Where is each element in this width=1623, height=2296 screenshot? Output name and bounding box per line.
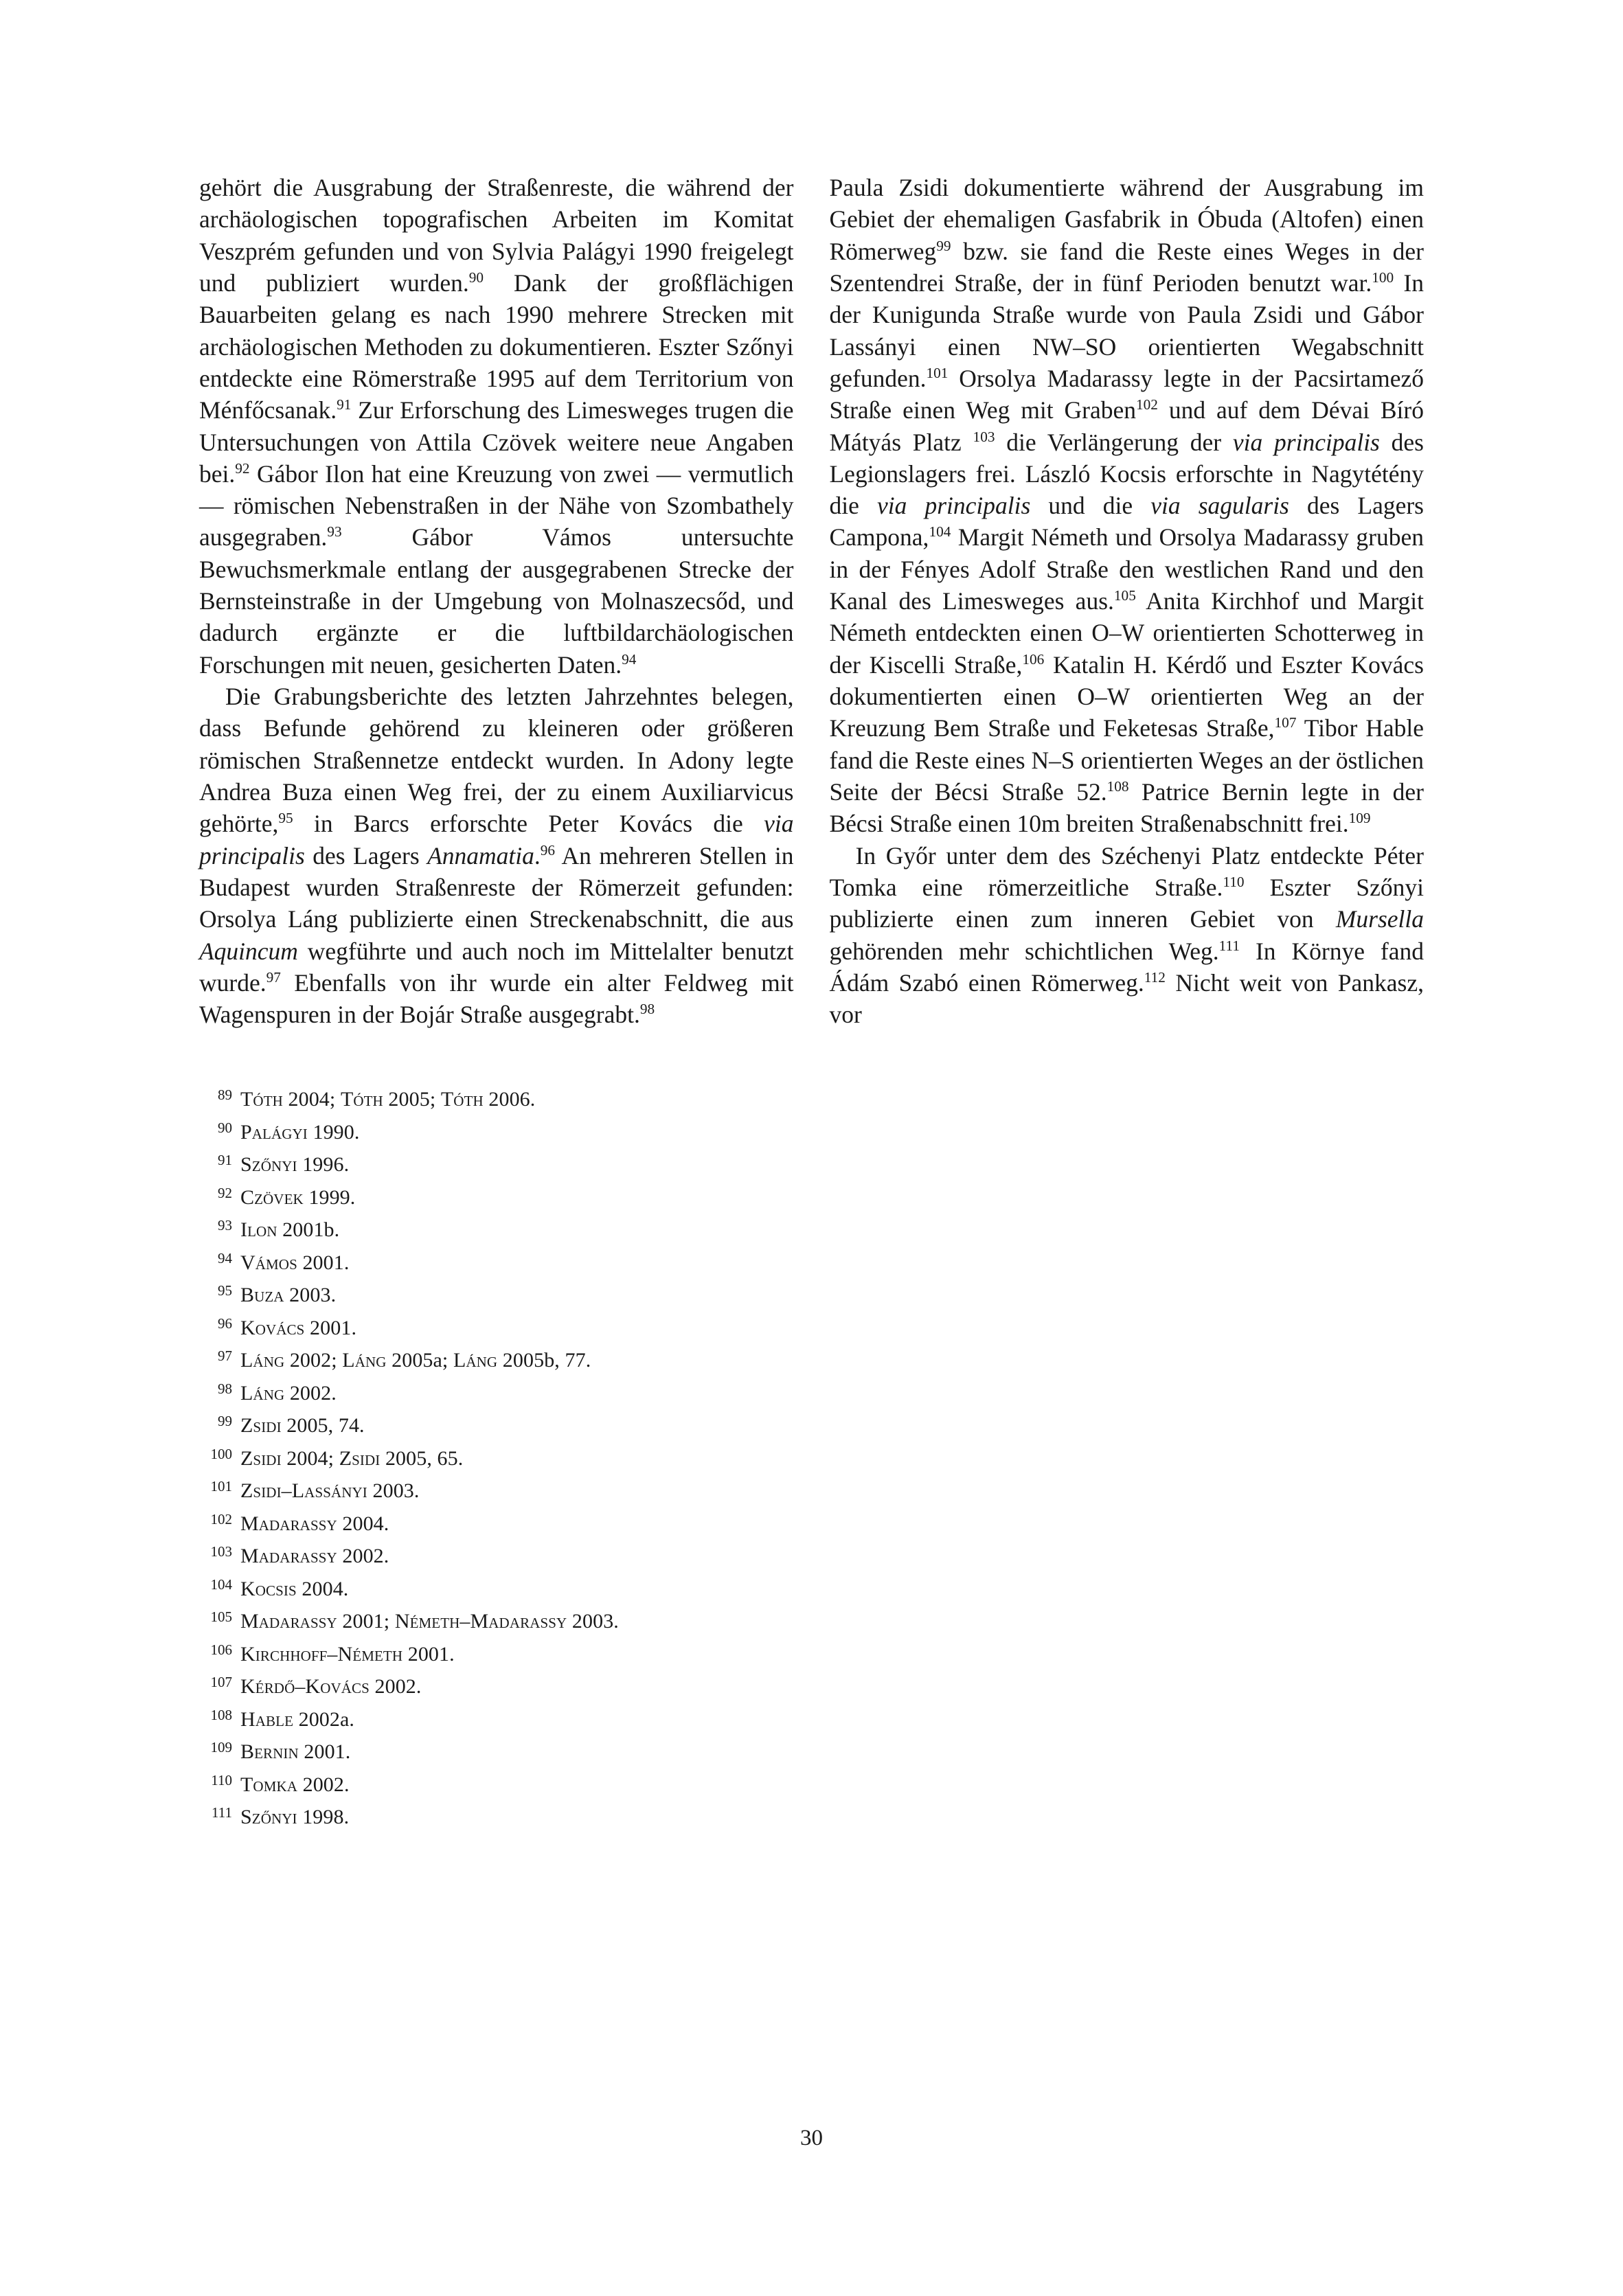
footnote-author: Láng [240, 1381, 285, 1405]
footnote-reference: 2005, 65. [380, 1446, 464, 1470]
footnote-item [199, 1804, 1424, 1829]
footnote-text [240, 1187, 1424, 1208]
footnote-reference: 2001; [337, 1610, 395, 1633]
footnote-marker: 103 [973, 428, 995, 445]
footnote-number: 96 [218, 1315, 232, 1332]
footnote-item [199, 1315, 1424, 1339]
footnote-marker: 105 [1113, 587, 1136, 604]
footnote-author: Zsidi [339, 1446, 381, 1470]
footnote-text [240, 1514, 1424, 1534]
footnote-reference: 2002. [297, 1773, 350, 1796]
footnote-marker: 94 [622, 650, 637, 668]
footnote-number: 97 [218, 1348, 232, 1365]
footnote-reference: 2005b, 77. [497, 1349, 591, 1372]
footnote-marker: 101 [926, 365, 949, 382]
footnote-text [240, 1546, 1424, 1567]
footnote-reference: 2005; [383, 1088, 441, 1111]
text-run: An mehreren Stellen in Budapest wurden Straßenreste der Römerzeit gefunden: Orsolya Láng publizierte einen Streckenabschnitt, die aus [199, 841, 794, 933]
footnote-reference: 2004; [282, 1088, 341, 1111]
footnote-number: 102 [210, 1510, 232, 1527]
footnote-text [240, 1089, 1424, 1110]
footnote-author: Vámos [240, 1251, 297, 1274]
footnote-marker: 93 [327, 523, 342, 541]
text-run: die Verlängerung der [995, 428, 1233, 456]
footnote-item [199, 1152, 1424, 1177]
footnote-text [240, 1807, 1424, 1828]
footnote-item [199, 1611, 1424, 1632]
footnote-text [240, 1611, 1424, 1632]
footnote-number: 105 [210, 1609, 232, 1626]
footnote-item [199, 1217, 1424, 1242]
footnote-number: 93 [218, 1217, 232, 1234]
footnote-reference: 1999. [303, 1185, 356, 1209]
text-run: des Lagers Campona, [829, 492, 1425, 552]
footnote-marker: 109 [1348, 810, 1371, 827]
footnote-author: Ilon [240, 1218, 277, 1242]
footnote-author: Zsidi [240, 1414, 282, 1437]
footnote-item [199, 1576, 1424, 1600]
text-run: Orsolya Madarassy legte in der Pacsirtamező Straße einen Weg mit Graben [829, 364, 1424, 424]
italic-term: Aquincum [199, 937, 298, 965]
italic-term: via principalis [199, 810, 794, 869]
footnote-number: 90 [218, 1119, 232, 1136]
footnote-marker: 98 [639, 1001, 655, 1018]
italic-term: Annamatia [427, 841, 534, 869]
footnote-marker: 106 [1022, 650, 1045, 668]
footnote-author: Madarassy [240, 1512, 337, 1535]
footnote-text [240, 1220, 1424, 1240]
footnote-item [199, 1350, 1424, 1371]
footnote-number: 103 [210, 1543, 232, 1560]
text-run: In Környe fand Ádám Szabó einen Römerweg. [829, 937, 1424, 997]
footnote-author: Szőnyi [240, 1806, 297, 1829]
footnote-reference: 1998. [297, 1806, 350, 1829]
page-number: 30 [800, 2126, 823, 2150]
text-run: Dank der großflächigen Bauarbeiten gelang es nach 1990 mehrere Strecken mit archäologischen Methoden zu dokumentieren. Eszter Szőnyi entdeckte eine Römerstraße 1995 auf dem Territorium von Ménfőcsanak. [199, 269, 794, 424]
text-run: Paula Zsidi dokumentierte während der Ausgrabung im Gebiet der ehemaligen Gasfabrik in Óbuda (Altofen) einen Römerweg [829, 174, 1424, 265]
paragraph [199, 681, 794, 1030]
footnote-marker: 111 [1218, 937, 1240, 954]
footnote-reference: 2004. [296, 1577, 349, 1600]
footnote-author: Kocsis [240, 1577, 297, 1600]
footnote-number: 111 [212, 1804, 232, 1821]
footnote-text [240, 1448, 1424, 1469]
footnote-text [240, 1383, 1424, 1404]
footnote-reference: 2003. [284, 1284, 337, 1307]
footnote-marker: 110 [1223, 874, 1245, 891]
footnote-marker: 107 [1274, 714, 1297, 731]
footnote-item [199, 1510, 1424, 1535]
footnote-item [199, 1413, 1424, 1437]
footnote-text [240, 1253, 1424, 1273]
footnote-text [240, 1155, 1424, 1175]
footnote-author: Zsidi–Lassányi [240, 1479, 367, 1503]
footnote-item [199, 1089, 1424, 1110]
footnote-marker: 95 [278, 810, 293, 827]
footnote-text [240, 1318, 1424, 1339]
footnote-number: 98 [218, 1380, 232, 1397]
footnote-marker: 100 [1372, 269, 1394, 286]
footnote-reference: 2003. [567, 1610, 619, 1633]
footnote-author: Zsidi [240, 1446, 282, 1470]
footnote-author: Kovács [240, 1316, 305, 1339]
footnote-author: Madarassy [240, 1545, 337, 1568]
footnote-author: Németh–Madarassy [394, 1610, 567, 1633]
footnote-reference: 2001. [402, 1642, 455, 1666]
footnote-text [240, 1709, 1424, 1730]
footnote-marker: 96 [540, 841, 556, 859]
footnote-number: 110 [211, 1771, 232, 1788]
footnote-marker: 108 [1106, 778, 1129, 795]
footnote-number: 94 [218, 1249, 232, 1266]
footnote-author: Kérdő–Kovács [240, 1675, 370, 1698]
footnote-author: Láng [342, 1349, 387, 1372]
paragraph [830, 172, 1425, 840]
footnote-item [199, 1119, 1424, 1144]
text-run: und auf dem Dévai Bíró Mátyás Platz [829, 396, 1424, 456]
footnote-reference: 2004; [281, 1446, 339, 1470]
italic-term: via principalis [1232, 428, 1380, 456]
text-run: wegführte und auch noch im Mittelalter benutzt wurde. [199, 937, 794, 997]
text-run: Gábor Ilon hat eine Kreuzung von zwei — vermutlich — römischen Nebenstraßen in der Nähe von Szombathely ausgegraben. [199, 459, 794, 552]
footnote-item [199, 1249, 1424, 1274]
footnotes-section [199, 1089, 1424, 1828]
footnote-reference: 1996. [297, 1153, 350, 1177]
text-run: bzw. sie fand die Reste eines Weges in der Szentendrei Straße, der in fünf Perioden benutzt war. [829, 237, 1424, 297]
footnote-author: Láng [453, 1349, 498, 1372]
footnote-number: 109 [210, 1739, 232, 1756]
footnote-text [240, 1285, 1424, 1306]
footnote-author: Tóth [340, 1088, 383, 1111]
footnote-marker: 99 [936, 237, 951, 254]
footnote-author: Tóth [440, 1088, 484, 1111]
footnote-reference: 2003. [367, 1479, 420, 1503]
footnote-author: Hable [240, 1707, 293, 1731]
footnote-item [199, 1641, 1424, 1666]
text-run: Nicht weit von Pankasz, vor [829, 968, 1424, 1029]
text-run: gehört die Ausgrabung der Straßenreste, die während der archäologischen topografischen Arbeiten im Komitat Veszprém gefunden und von Sylvia Palágyi 1990 freigelegt und publiziert wurden. [199, 174, 794, 297]
footnote-item [199, 1282, 1424, 1307]
text-run: Anita Kirchhof und Margit Németh entdeckten einen O–W orientierten Schotterweg in der Kiscelli Straße, [829, 587, 1424, 679]
text-column-left [199, 172, 794, 1030]
footnote-reference: 2002. [337, 1545, 389, 1568]
footnote-item [199, 1739, 1424, 1764]
italic-term: via sagularis [1150, 492, 1289, 520]
text-run: gehörenden mehr schichtlichen Weg. [829, 937, 1219, 965]
footnote-item [199, 1676, 1424, 1697]
footnote-number: 100 [210, 1445, 232, 1462]
footnote-reference: 2005, 74. [281, 1414, 365, 1437]
footnote-author: Kirchhoff–Németh [240, 1642, 403, 1666]
footnote-marker: 102 [1135, 396, 1158, 413]
text-run: Gábor Vámos untersuchte Bewuchsmerkmale entlang der ausgegrabenen Strecke der Bernsteinstraße in der Umgebung von Molnaszecsőd, und dadurch ergänzte er die luftbildarchäologischen Forschungen mit neuen, gesicherten Daten. [199, 523, 794, 679]
footnote-reference: 2001. [297, 1251, 350, 1274]
footnote-item [199, 1380, 1424, 1405]
footnote-number: 92 [218, 1184, 232, 1201]
footnote-text [240, 1676, 1424, 1697]
text-run: des Legionslagers frei. László Kocsis erforschte in Nagytétény die [829, 428, 1424, 520]
footnote-reference: 2001b. [277, 1218, 340, 1242]
text-column-right [830, 172, 1425, 1030]
text-run: Tibor Hable fand die Reste eines N–S orientierten Weges an der östlichen Seite der Bécsi Straße 52. [829, 714, 1424, 806]
footnote-item [199, 1478, 1424, 1503]
footnote-text [240, 1350, 1424, 1371]
footnote-marker: 97 [266, 968, 281, 986]
footnote-author: Láng [240, 1349, 285, 1372]
footnote-marker: 112 [1144, 968, 1166, 986]
footnote-text [240, 1481, 1424, 1501]
footnote-number: 89 [218, 1087, 232, 1104]
text-run: Eszter Szőnyi publizierte einen zum inneren Gebiet von [829, 873, 1424, 933]
footnote-author: Palágyi [240, 1120, 308, 1144]
footnote-reference: 2006. [483, 1088, 536, 1111]
footnote-author: Tóth [240, 1088, 283, 1111]
footnote-author: Czövek [240, 1185, 304, 1209]
text-run: Katalin H. Kérdő und Eszter Kovács dokumentierten einen O–W orientierten Weg an der Kreuzung Bem Straße und Feketesas Straße, [829, 650, 1424, 742]
text-run: In der Kunigunda Straße wurde von Paula Zsidi und Gábor Lassányi einen NW–SO orientierten Wegabschnitt gefunden. [829, 269, 1425, 392]
footnote-reference: 2002. [369, 1675, 422, 1698]
text-run: Zur Erforschung des Limesweges trugen die Untersuchungen von Attila Czövek weitere neue Angaben bei. [199, 396, 794, 488]
italic-term: via principalis [876, 492, 1031, 520]
footnote-reference: 2004. [337, 1512, 389, 1535]
body-columns [199, 172, 1424, 1030]
footnote-reference: 2001. [298, 1740, 351, 1764]
footnote-reference: 1990. [307, 1120, 360, 1144]
footnote-number: 99 [218, 1413, 232, 1430]
footnote-number: 107 [210, 1674, 232, 1691]
footnote-item [199, 1771, 1424, 1796]
text-run: Die Grabungsberichte des letzten Jahrzehntes belegen, dass Befunde gehörend zu kleineren oder größeren römischen Straßennetze entdeckt wurden. In Adony legte Andrea Buza einen Weg frei, der zu einem Auxiliarvicus gehörte, [199, 683, 794, 838]
footnote-number: 104 [210, 1576, 232, 1593]
footnote-item [199, 1706, 1424, 1731]
footnote-reference: 2005a; [386, 1349, 453, 1372]
italic-term: Mursella [1335, 905, 1424, 933]
footnote-reference: 2002; [284, 1349, 343, 1372]
footnote-text [240, 1742, 1424, 1762]
text-run: Ebenfalls von ihr wurde ein alter Feldweg mit Wagenspuren in der Bojár Straße ausgegrabt. [199, 968, 794, 1029]
footnote-text [240, 1775, 1424, 1795]
footnote-author: Bernin [240, 1740, 299, 1764]
paragraph [830, 840, 1425, 1031]
footnote-author: Tomka [240, 1773, 297, 1796]
text-run: Patrice Bernin legte in der Bécsi Straße einen 10m breiten Straßenabschnitt frei. [829, 777, 1424, 838]
footnote-text [240, 1122, 1424, 1143]
footnote-reference: 2002. [284, 1381, 337, 1405]
footnote-number: 91 [218, 1152, 232, 1169]
footnote-number: 108 [210, 1706, 232, 1723]
footnote-marker: 104 [929, 523, 951, 541]
footnote-marker: 92 [235, 459, 250, 477]
footnote-author: Szőnyi [240, 1153, 297, 1177]
text-run: In Győr unter dem des Széchenyi Platz entdeckte Péter Tomka eine römerzeitliche Straße. [829, 841, 1424, 901]
text-run: und die [1030, 492, 1151, 520]
footnote-marker: 90 [468, 269, 484, 286]
footnote-item [199, 1184, 1424, 1209]
text-run: . [534, 841, 541, 869]
text-run: Margit Németh und Orsolya Madarassy gruben in der Fényes Adolf Straße den westlichen Rand und den Kanal des Limesweges aus. [829, 523, 1424, 615]
text-run: des Lagers [304, 841, 428, 869]
footnote-marker: 91 [337, 396, 352, 413]
footnote-text [240, 1644, 1424, 1665]
footnote-author: Madarassy [240, 1610, 337, 1633]
footnote-item [199, 1445, 1424, 1470]
footnote-reference: 2002a. [293, 1707, 355, 1731]
footnote-number: 106 [210, 1641, 232, 1658]
footnote-text [240, 1416, 1424, 1436]
footnote-reference: 2001. [304, 1316, 357, 1339]
footnote-number: 95 [218, 1282, 232, 1299]
text-run: in Barcs erforschte Peter Kovács die [293, 810, 764, 838]
footnote-number: 101 [210, 1478, 232, 1495]
footnote-text [240, 1579, 1424, 1600]
footnote-author: Buza [240, 1284, 284, 1307]
footnote-item [199, 1543, 1424, 1568]
paragraph [199, 172, 794, 681]
